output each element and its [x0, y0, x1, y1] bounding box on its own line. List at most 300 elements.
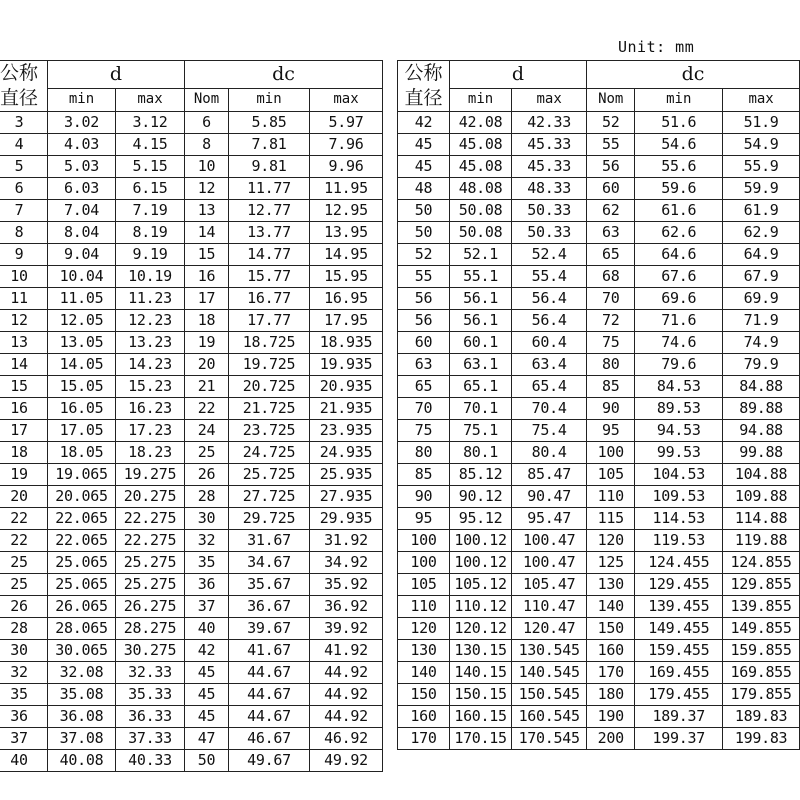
d-min-cell: 45.08 [449, 134, 511, 156]
nominal-diameter-cell: 20 [0, 486, 48, 508]
table-row [398, 464, 800, 486]
d-min-cell: 4.03 [48, 134, 116, 156]
dc-max-cell: 11.95 [310, 178, 383, 200]
dc-nom-cell: 17 [185, 288, 229, 310]
table-row [398, 662, 800, 684]
dc-header: dc [185, 61, 383, 89]
d-max-cell: 45.33 [512, 134, 587, 156]
table-row [0, 684, 383, 706]
d-min-cell: 55.1 [449, 266, 511, 288]
d-max-cell: 100.47 [512, 530, 587, 552]
dc-nom-cell: 45 [185, 684, 229, 706]
dc-min-cell: 25.725 [229, 464, 310, 486]
d-max-cell: 16.23 [116, 398, 185, 420]
d-min-cell: 28.065 [48, 618, 116, 640]
dc-nom-cell: 65 [587, 244, 635, 266]
dc-nom-cell: 42 [185, 640, 229, 662]
dc-max-cell: 13.95 [310, 222, 383, 244]
table-row [398, 134, 800, 156]
d-min-cell: 25.065 [48, 574, 116, 596]
d-max-cell: 70.4 [512, 398, 587, 420]
dc-min-cell: 49.67 [229, 750, 310, 772]
dc-nom-cell: 105 [587, 464, 635, 486]
d-min-cell: 11.05 [48, 288, 116, 310]
d-max-cell: 95.47 [512, 508, 587, 530]
dc-min-cell: 35.67 [229, 574, 310, 596]
dc-min-cell: 14.77 [229, 244, 310, 266]
dc-min-cell: 15.77 [229, 266, 310, 288]
d-min-cell: 42.08 [449, 112, 511, 134]
dc-min-cell: 11.77 [229, 178, 310, 200]
d-min-cell: 100.12 [449, 530, 511, 552]
d-min-cell: 70.1 [449, 398, 511, 420]
table-row [398, 222, 800, 244]
nominal-diameter-cell: 16 [0, 398, 48, 420]
d-min-cell: 110.12 [449, 596, 511, 618]
dc-nom-cell: 22 [185, 398, 229, 420]
nominal-diameter-cell: 70 [398, 398, 450, 420]
d-max-cell: 56.4 [512, 288, 587, 310]
d-max-cell: 60.4 [512, 332, 587, 354]
table-row [0, 266, 383, 288]
d-min-cell: 20.065 [48, 486, 116, 508]
d-min-cell: 50.08 [449, 222, 511, 244]
d-min-cell: 6.03 [48, 178, 116, 200]
dc-min-cell: 7.81 [229, 134, 310, 156]
dc-nom-cell: 12 [185, 178, 229, 200]
d-min-cell: 56.1 [449, 310, 511, 332]
nominal-diameter-cell: 9 [0, 244, 48, 266]
nominal-diameter-cell: 45 [398, 156, 450, 178]
d-max-cell: 8.19 [116, 222, 185, 244]
header-row-top [398, 61, 800, 89]
dc-nom-cell: 80 [587, 354, 635, 376]
d-min-cell: 85.12 [449, 464, 511, 486]
dc-max-cell: 139.855 [723, 596, 800, 618]
d-min-cell: 9.04 [48, 244, 116, 266]
table-row [398, 310, 800, 332]
dc-max-cell: 149.855 [723, 618, 800, 640]
nominal-diameter-cell: 30 [0, 640, 48, 662]
d-max-cell: 63.4 [512, 354, 587, 376]
nominal-diameter-cell: 28 [0, 618, 48, 640]
dc-nom-header: Nom [185, 88, 229, 111]
header-row-sub [0, 88, 383, 111]
nominal-diameter-header: 公称直径 [398, 61, 450, 112]
d-min-cell: 45.08 [449, 156, 511, 178]
d-min-cell: 170.15 [449, 728, 511, 750]
nominal-diameter-cell: 60 [398, 332, 450, 354]
dc-max-cell: 7.96 [310, 134, 383, 156]
dc-nom-cell: 95 [587, 420, 635, 442]
dc-min-cell: 27.725 [229, 486, 310, 508]
dc-nom-cell: 190 [587, 706, 635, 728]
nominal-diameter-cell: 110 [398, 596, 450, 618]
dc-min-cell: 9.81 [229, 156, 310, 178]
dc-min-cell: 34.67 [229, 552, 310, 574]
dc-max-cell: 124.855 [723, 552, 800, 574]
dc-max-cell: 27.935 [310, 486, 383, 508]
dc-nom-cell: 47 [185, 728, 229, 750]
nominal-diameter-cell: 25 [0, 574, 48, 596]
dc-max-cell: 119.88 [723, 530, 800, 552]
d-min-cell: 22.065 [48, 530, 116, 552]
nominal-diameter-cell: 36 [0, 706, 48, 728]
dc-max-cell: 31.92 [310, 530, 383, 552]
dc-nom-cell: 28 [185, 486, 229, 508]
nominal-diameter-cell: 130 [398, 640, 450, 662]
dc-min-cell: 44.67 [229, 662, 310, 684]
dc-nom-cell: 115 [587, 508, 635, 530]
dc-nom-cell: 50 [185, 750, 229, 772]
d-max-cell: 6.15 [116, 178, 185, 200]
nominal-diameter-cell: 13 [0, 332, 48, 354]
nominal-diameter-cell: 140 [398, 662, 450, 684]
table-row [0, 530, 383, 552]
dc-nom-cell: 6 [185, 112, 229, 134]
d-min-cell: 56.1 [449, 288, 511, 310]
d-min-cell: 8.04 [48, 222, 116, 244]
dc-nom-cell: 170 [587, 662, 635, 684]
dc-max-cell: 94.88 [723, 420, 800, 442]
d-min-cell: 17.05 [48, 420, 116, 442]
dc-min-cell: 114.53 [635, 508, 723, 530]
table-row [0, 552, 383, 574]
dc-max-cell: 14.95 [310, 244, 383, 266]
d-header: d [48, 61, 185, 89]
dc-min-cell: 71.6 [635, 310, 723, 332]
table-row [0, 200, 383, 222]
d-header: d [449, 61, 586, 89]
d-max-cell: 3.12 [116, 112, 185, 134]
dc-max-header: max [723, 88, 800, 111]
d-max-cell: 22.275 [116, 508, 185, 530]
dc-max-cell: 36.92 [310, 596, 383, 618]
dc-nom-cell: 26 [185, 464, 229, 486]
nominal-diameter-cell: 5 [0, 156, 48, 178]
table-row [0, 662, 383, 684]
nominal-diameter-cell: 65 [398, 376, 450, 398]
nominal-diameter-cell: 80 [398, 442, 450, 464]
nominal-diameter-cell: 105 [398, 574, 450, 596]
nominal-diameter-cell: 56 [398, 288, 450, 310]
nominal-diameter-cell: 25 [0, 552, 48, 574]
table-row [398, 706, 800, 728]
nominal-diameter-cell: 10 [0, 266, 48, 288]
table-row [398, 574, 800, 596]
table-row [0, 156, 383, 178]
dc-nom-cell: 45 [185, 662, 229, 684]
table-row [0, 596, 383, 618]
nominal-diameter-cell: 45 [398, 134, 450, 156]
table-row [0, 640, 383, 662]
table-row [398, 442, 800, 464]
d-max-cell: 13.23 [116, 332, 185, 354]
dc-nom-cell: 21 [185, 376, 229, 398]
dc-max-cell: 12.95 [310, 200, 383, 222]
dc-max-cell: 179.855 [723, 684, 800, 706]
dc-min-cell: 61.6 [635, 200, 723, 222]
dc-nom-cell: 10 [185, 156, 229, 178]
table-row [398, 200, 800, 222]
d-min-cell: 50.08 [449, 200, 511, 222]
dc-max-cell: 18.935 [310, 332, 383, 354]
dc-nom-header: Nom [587, 88, 635, 111]
table-row [398, 156, 800, 178]
dc-max-cell: 23.935 [310, 420, 383, 442]
dc-nom-cell: 13 [185, 200, 229, 222]
d-min-cell: 3.02 [48, 112, 116, 134]
d-min-cell: 95.12 [449, 508, 511, 530]
table-row [398, 596, 800, 618]
table-row [0, 618, 383, 640]
d-max-header: max [512, 88, 587, 111]
table-row [398, 376, 800, 398]
dc-max-cell: 99.88 [723, 442, 800, 464]
d-min-cell: 12.05 [48, 310, 116, 332]
dc-max-cell: 46.92 [310, 728, 383, 750]
d-min-cell: 36.08 [48, 706, 116, 728]
dc-min-header: min [229, 88, 310, 111]
d-max-cell: 52.4 [512, 244, 587, 266]
d-max-cell: 5.15 [116, 156, 185, 178]
nominal-diameter-cell: 11 [0, 288, 48, 310]
d-max-cell: 40.33 [116, 750, 185, 772]
dc-min-cell: 159.455 [635, 640, 723, 662]
d-min-cell: 75.1 [449, 420, 511, 442]
dc-max-cell: 51.9 [723, 112, 800, 134]
table-row [398, 530, 800, 552]
dc-max-cell: 169.855 [723, 662, 800, 684]
nominal-diameter-cell: 22 [0, 508, 48, 530]
dimension-table-right [397, 60, 800, 750]
nominal-diameter-cell: 26 [0, 596, 48, 618]
dc-max-cell: 189.83 [723, 706, 800, 728]
d-min-cell: 16.05 [48, 398, 116, 420]
nominal-diameter-cell: 17 [0, 420, 48, 442]
dc-nom-cell: 62 [587, 200, 635, 222]
dc-min-cell: 169.455 [635, 662, 723, 684]
dc-nom-cell: 56 [587, 156, 635, 178]
dc-max-cell: 29.935 [310, 508, 383, 530]
dc-max-cell: 39.92 [310, 618, 383, 640]
dc-max-cell: 71.9 [723, 310, 800, 332]
d-max-cell: 48.33 [512, 178, 587, 200]
dc-min-cell: 29.725 [229, 508, 310, 530]
dc-nom-cell: 52 [587, 112, 635, 134]
d-max-cell: 170.545 [512, 728, 587, 750]
d-max-header: max [116, 88, 185, 111]
dc-min-cell: 67.6 [635, 266, 723, 288]
dc-min-cell: 84.53 [635, 376, 723, 398]
dc-min-cell: 119.53 [635, 530, 723, 552]
nominal-diameter-cell: 52 [398, 244, 450, 266]
dc-max-cell: 34.92 [310, 552, 383, 574]
d-max-cell: 12.23 [116, 310, 185, 332]
table-row [398, 332, 800, 354]
dc-min-cell: 99.53 [635, 442, 723, 464]
table-row [398, 288, 800, 310]
d-min-cell: 52.1 [449, 244, 511, 266]
dc-max-cell: 21.935 [310, 398, 383, 420]
nominal-diameter-cell: 55 [398, 266, 450, 288]
table-row [398, 728, 800, 750]
d-max-cell: 80.4 [512, 442, 587, 464]
dc-max-cell: 64.9 [723, 244, 800, 266]
table-row [398, 486, 800, 508]
table-row [0, 222, 383, 244]
d-max-cell: 15.23 [116, 376, 185, 398]
nominal-diameter-cell: 63 [398, 354, 450, 376]
table-left-body [0, 61, 383, 772]
dc-nom-cell: 25 [185, 442, 229, 464]
dc-max-cell: 44.92 [310, 706, 383, 728]
d-max-cell: 160.545 [512, 706, 587, 728]
d-max-cell: 22.275 [116, 530, 185, 552]
nominal-diameter-cell: 85 [398, 464, 450, 486]
dc-min-cell: 46.67 [229, 728, 310, 750]
dc-max-cell: 109.88 [723, 486, 800, 508]
nominal-diameter-cell: 8 [0, 222, 48, 244]
dc-max-cell: 199.83 [723, 728, 800, 750]
nominal-diameter-cell: 35 [0, 684, 48, 706]
dc-nom-cell: 16 [185, 266, 229, 288]
d-max-cell: 25.275 [116, 552, 185, 574]
table-row [0, 728, 383, 750]
d-min-cell: 90.12 [449, 486, 511, 508]
dc-min-cell: 44.67 [229, 706, 310, 728]
d-max-cell: 110.47 [512, 596, 587, 618]
nominal-diameter-cell: 15 [0, 376, 48, 398]
dc-min-cell: 62.6 [635, 222, 723, 244]
table-row [0, 332, 383, 354]
dc-min-cell: 13.77 [229, 222, 310, 244]
nominal-diameter-cell: 37 [0, 728, 48, 750]
table-row [398, 508, 800, 530]
dc-max-cell: 44.92 [310, 662, 383, 684]
dc-max-cell: 104.88 [723, 464, 800, 486]
dc-min-cell: 94.53 [635, 420, 723, 442]
dc-nom-cell: 20 [185, 354, 229, 376]
d-min-cell: 22.065 [48, 508, 116, 530]
dc-max-cell: 9.96 [310, 156, 383, 178]
d-max-cell: 10.19 [116, 266, 185, 288]
dc-max-cell: 159.855 [723, 640, 800, 662]
dc-min-cell: 54.6 [635, 134, 723, 156]
dc-max-cell: 24.935 [310, 442, 383, 464]
d-max-cell: 17.23 [116, 420, 185, 442]
dc-min-cell: 139.455 [635, 596, 723, 618]
dc-min-cell: 16.77 [229, 288, 310, 310]
d-min-cell: 14.05 [48, 354, 116, 376]
dc-max-cell: 61.9 [723, 200, 800, 222]
nominal-diameter-cell: 160 [398, 706, 450, 728]
d-min-cell: 26.065 [48, 596, 116, 618]
d-max-cell: 7.19 [116, 200, 185, 222]
dc-min-cell: 21.725 [229, 398, 310, 420]
dc-header: dc [587, 61, 800, 89]
table-row [398, 420, 800, 442]
d-max-cell: 9.19 [116, 244, 185, 266]
dc-nom-cell: 30 [185, 508, 229, 530]
table-row [0, 134, 383, 156]
d-min-cell: 80.1 [449, 442, 511, 464]
d-max-cell: 85.47 [512, 464, 587, 486]
table-row [0, 420, 383, 442]
dc-max-cell: 19.935 [310, 354, 383, 376]
table-row [0, 398, 383, 420]
nominal-diameter-cell: 4 [0, 134, 48, 156]
d-min-cell: 150.15 [449, 684, 511, 706]
dc-min-cell: 41.67 [229, 640, 310, 662]
dc-nom-cell: 110 [587, 486, 635, 508]
dc-min-cell: 44.67 [229, 684, 310, 706]
header-row-sub [398, 88, 800, 111]
dc-min-cell: 79.6 [635, 354, 723, 376]
d-min-cell: 37.08 [48, 728, 116, 750]
nominal-diameter-cell: 19 [0, 464, 48, 486]
dc-min-cell: 20.725 [229, 376, 310, 398]
dc-nom-cell: 37 [185, 596, 229, 618]
dc-nom-cell: 40 [185, 618, 229, 640]
d-max-cell: 26.275 [116, 596, 185, 618]
nominal-diameter-cell: 42 [398, 112, 450, 134]
d-max-cell: 55.4 [512, 266, 587, 288]
d-max-cell: 105.47 [512, 574, 587, 596]
dimension-table-left [0, 60, 383, 772]
dc-max-cell: 15.95 [310, 266, 383, 288]
table-row [398, 398, 800, 420]
nominal-diameter-cell: 100 [398, 552, 450, 574]
d-max-cell: 130.545 [512, 640, 587, 662]
dc-nom-cell: 70 [587, 288, 635, 310]
d-min-cell: 18.05 [48, 442, 116, 464]
d-max-cell: 45.33 [512, 156, 587, 178]
d-min-cell: 140.15 [449, 662, 511, 684]
nominal-diameter-cell: 12 [0, 310, 48, 332]
table-row [0, 376, 383, 398]
nominal-diameter-cell: 3 [0, 112, 48, 134]
d-max-cell: 42.33 [512, 112, 587, 134]
table-row [398, 178, 800, 200]
dc-min-cell: 89.53 [635, 398, 723, 420]
dc-min-cell: 129.455 [635, 574, 723, 596]
d-max-cell: 20.275 [116, 486, 185, 508]
d-min-header: min [48, 88, 116, 111]
nominal-diameter-cell: 6 [0, 178, 48, 200]
dc-max-cell: 84.88 [723, 376, 800, 398]
dc-min-cell: 189.37 [635, 706, 723, 728]
dc-nom-cell: 150 [587, 618, 635, 640]
dc-nom-cell: 24 [185, 420, 229, 442]
nominal-diameter-cell: 32 [0, 662, 48, 684]
nominal-diameter-cell: 90 [398, 486, 450, 508]
dc-max-cell: 69.9 [723, 288, 800, 310]
d-min-cell: 40.08 [48, 750, 116, 772]
d-min-cell: 5.03 [48, 156, 116, 178]
nominal-diameter-cell: 50 [398, 200, 450, 222]
dc-nom-cell: 140 [587, 596, 635, 618]
dc-max-cell: 59.9 [723, 178, 800, 200]
d-max-cell: 11.23 [116, 288, 185, 310]
d-min-cell: 48.08 [449, 178, 511, 200]
nominal-diameter-cell: 100 [398, 530, 450, 552]
dc-max-cell: 55.9 [723, 156, 800, 178]
table-row [0, 178, 383, 200]
unit-label: Unit: mm [618, 38, 695, 56]
dc-nom-cell: 75 [587, 332, 635, 354]
d-max-cell: 50.33 [512, 222, 587, 244]
